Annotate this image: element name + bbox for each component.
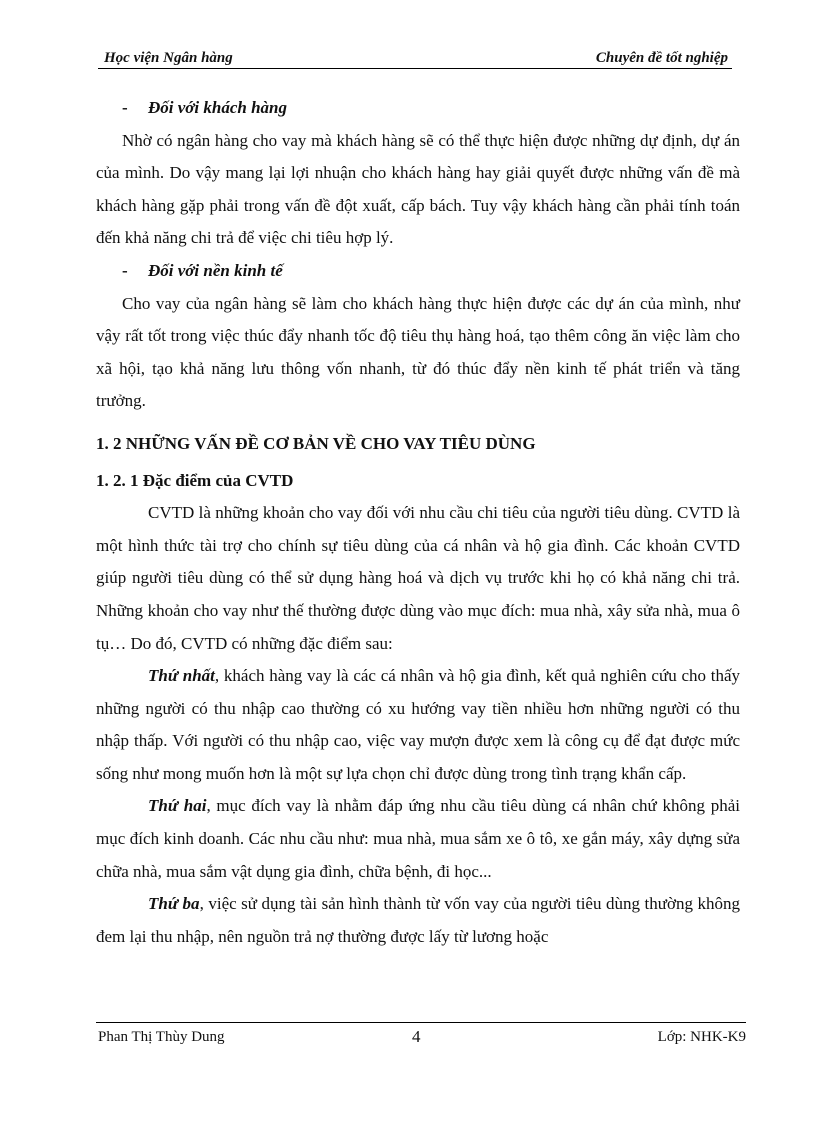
bullet-customers-title: Đối với khách hàng bbox=[148, 98, 288, 117]
bullet-dash: - bbox=[122, 98, 128, 117]
subsection-heading: 1. 2. 1 Đặc điểm của CVTD bbox=[96, 470, 294, 490]
footer-class: Lớp: NHK-K9 bbox=[657, 1029, 746, 1045]
second-feature-text: , mục đích vay là nhằm đáp ứng nhu cầu tiêu dùng cá nhân chứ không phải mục đích kinh doanh. Các nhu cầu như: mua nhà, mua sắm xe ô tô, xe gắn máy, xây dựng sửa chữa nhà, mua sắm vật dụng gia đình, chữa bệnh, đi học... bbox=[96, 796, 740, 881]
section-heading: 1. 2 NHỮNG VẤN ĐỀ CƠ BẢN VỀ CHO VAY TIÊU DÙNG bbox=[96, 433, 536, 453]
bullet-economy bbox=[96, 255, 740, 288]
bullet-dash: - bbox=[122, 260, 128, 280]
paragraph-second-feature bbox=[96, 790, 740, 888]
page-number: 4 bbox=[412, 1027, 421, 1046]
header-institution: Học viện Ngân hàng bbox=[104, 50, 233, 66]
second-feature-lead: Thứ hai bbox=[148, 796, 207, 816]
first-feature-lead: Thứ nhất bbox=[148, 666, 215, 686]
third-feature-text: , việc sử dụng tài sản hình thành từ vốn vay của người tiêu dùng thường không đem lại thu nhập, nên nguồn trả nợ thường được lấy từ lương hoặc bbox=[96, 894, 740, 946]
document-body bbox=[96, 92, 740, 953]
header-document-type: Chuyên đề tốt nghiệp bbox=[595, 50, 728, 66]
page-header bbox=[98, 48, 732, 69]
bullet-customers bbox=[96, 92, 740, 125]
paragraph-economy: Cho vay của ngân hàng sẽ làm cho khách hàng thực hiện được các dự án của mình, như vậy rất tốt trong việc thúc đẩy nhanh tốc độ tiêu thụ hàng hoá, tạo thêm công ăn việc làm cho xã hội, tạo khả năng lưu thông vốn nhanh, từ đó thúc đẩy nền kinh tế phát triển và tăng trưởng. bbox=[96, 293, 740, 411]
third-feature-lead: Thứ ba bbox=[148, 894, 200, 914]
page-footer bbox=[96, 1022, 746, 1053]
paragraph-third-feature bbox=[96, 888, 740, 953]
footer-author: Phan Thị Thùy Dung bbox=[98, 1029, 225, 1045]
paragraph-cvtd-definition: CVTD là những khoản cho vay đối với nhu cầu chi tiêu của người tiêu dùng. CVTD là một hình thức tài trợ cho chính sự tiêu dùng của cá nhân và hộ gia đình. Các khoản CVTD giúp người tiêu dùng có thể sử dụng hàng hoá và dịch vụ trước khi họ có khả năng chi trả. Những khoản cho vay như thế thường được dùng vào mục đích: mua nhà, xây sửa nhà, mua ô tụ… Do đó, CVTD có những đặc điểm sau: bbox=[96, 503, 740, 653]
paragraph-first-feature bbox=[96, 660, 740, 790]
paragraph-customers: Nhờ có ngân hàng cho vay mà khách hàng sẽ có thể thực hiện được những dự định, dự án của mình. Do vậy mang lại lợi nhuận cho khách hàng hay giải quyết được những vấn đề mà khách hàng gặp phải trong vấn đề đột xuất, cấp bách. Tuy vậy khách hàng cần phải tính toán đến khả năng chi trả để việc chi tiêu hợp lý. bbox=[96, 130, 740, 248]
first-feature-text: , khách hàng vay là các cá nhân và hộ gia đình, kết quả nghiên cứu cho thấy những người có thu nhập cao thường có xu hướng vay tiền nhiều hơn những người có thu nhập thấp. Với người có thu nhập cao, việc vay mượn được xem là công cụ để đạt được mức sống như mong muốn hơn là một sự lựa chọn chỉ được dùng trong tình trạng khẩn cấp. bbox=[96, 666, 740, 783]
bullet-economy-title: Đối với nền kinh tế bbox=[148, 260, 283, 280]
